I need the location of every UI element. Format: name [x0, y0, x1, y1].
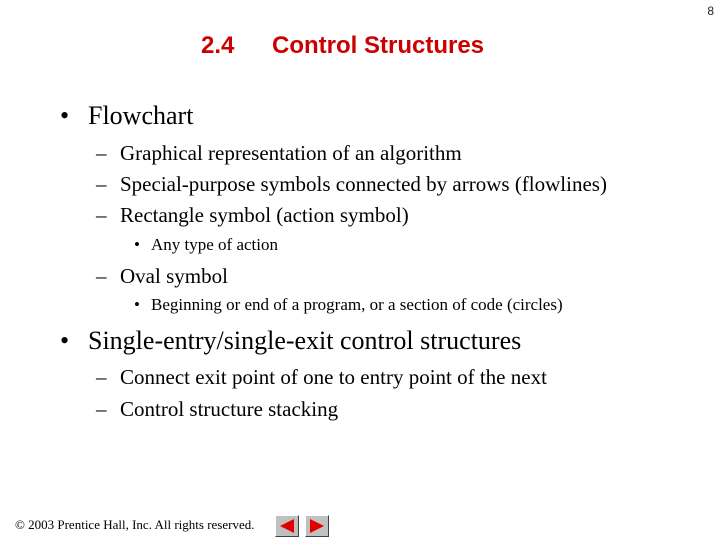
- next-slide-button[interactable]: [305, 515, 329, 537]
- sub-item-text: Oval symbol: [120, 264, 228, 288]
- sub-sub-item: [134, 235, 278, 255]
- sub-item-text: Rectangle symbol (action symbol): [120, 203, 409, 227]
- sub-item: [96, 141, 462, 166]
- sub-item-text: Graphical representation of an algorithm: [120, 141, 462, 165]
- dash-icon: –: [96, 264, 107, 288]
- sub-sub-item-text: Any type of action: [151, 235, 278, 254]
- sub-item-text: Special-purpose symbols connected by arrows (flowlines): [120, 172, 607, 196]
- dash-icon: –: [96, 141, 107, 165]
- sub-sub-item-text: Beginning or end of a program, or a section of code (circles): [151, 295, 563, 314]
- sub-item: [96, 397, 338, 422]
- bullet-text: Single-entry/single-exit control structures: [88, 326, 522, 355]
- dash-icon: –: [96, 397, 107, 421]
- bullet-icon: •: [134, 295, 140, 314]
- bullet-icon: •: [60, 101, 70, 130]
- sub-item: [96, 365, 547, 390]
- bullet-text: Flowchart: [88, 101, 194, 130]
- sub-item-text: Control structure stacking: [120, 397, 339, 421]
- sub-sub-item: [134, 295, 563, 315]
- sub-item-text: Connect exit point of one to entry point of the next: [120, 365, 547, 389]
- sub-item: [96, 172, 607, 197]
- dash-icon: –: [96, 203, 107, 227]
- previous-slide-button[interactable]: [275, 515, 299, 537]
- section-title: Control Structures: [272, 32, 485, 59]
- page-number: 8: [707, 4, 714, 18]
- dash-icon: –: [96, 172, 107, 196]
- sub-item: [96, 264, 228, 289]
- bullet-icon: •: [134, 235, 140, 254]
- bullet-single-entry: [60, 326, 521, 356]
- dash-icon: –: [96, 365, 107, 389]
- arrow-left-icon: [278, 518, 296, 534]
- bullet-icon: •: [60, 326, 70, 355]
- arrow-right-icon: [308, 518, 326, 534]
- copyright-footer: © 2003 Prentice Hall, Inc. All rights reserved.: [15, 517, 255, 532]
- bullet-flowchart: [60, 101, 193, 131]
- section-number: 2.4: [201, 32, 235, 59]
- sub-item: [96, 203, 409, 228]
